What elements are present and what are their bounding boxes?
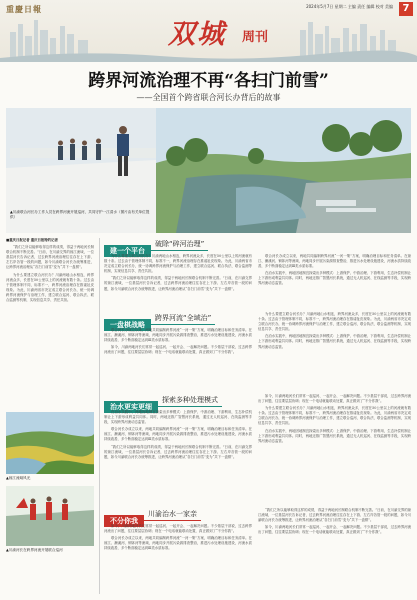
section-body-4b: [258, 508, 411, 594]
river-patrol-illustration: [6, 486, 94, 546]
section-body-1a: [104, 254, 252, 308]
section-paragraph-2: 联合河长办成立以来，两地共同编制跨界河流“一河一策”方案，明确治理目标和任务清单。在琼江、濑溪河、铜钵河等流域，两地同步开展污染源排查整治，推进污水处理设施建设，河流水质持续改善，多个断面稳定达到Ⅲ类水质标准。: [104, 328, 252, 343]
section-title-2: 跨界河流“全域治”: [151, 312, 215, 325]
section-body-3b: [258, 394, 411, 502]
masthead: [0, 0, 417, 62]
intro-column: [6, 238, 94, 406]
section-paragraph-3: 在治水实践中，两地因地制宜探索出多种模式：上游保护、中游治理、下游利用，生态补偿机制让上下游形成利益共同体。同时，两地还推广智慧河长系统，通过无人机巡河、在线监测等手段，实现跨界河流动态监管。: [104, 410, 252, 425]
photo-caption: ▲川渝联合河长办工作人员在跨界河流开展巡河，共同守护一江清水（图片由有关单位提供）: [10, 210, 150, 219]
section-heading-4: [104, 508, 201, 525]
section-heading-1: [104, 238, 208, 255]
section-tag-1: 建一个平台: [104, 245, 151, 257]
brand-title: 双城: [168, 19, 226, 50]
intro-paragraph-repeat: 为什么要建立联合河长办？川渝两地山水相连，跨界河流众多，长度在50公里以上的河流就有数十条。过去由于管理体制不同，标准不一，跨界河流治理存在推诿扯皮现象。为此，川渝两省市决定成立联合河长办，统一协调跨界河流保护与治理工作，建立联合巡河、联合执法、联合监测等机制，实现信息共享、责任共担。: [6, 272, 94, 303]
section-paragraph-3c: “我们之所以能够取得这样的成绩，得益于两地河长制联合机制不断完善。”日前，在川渝交界的琼江流域，一位基层河长告诉记者，过去跨界河流治理往往存在上下游、左右岸各管一段的问题，如今川渝联合河长办统筹推进，让跨界河流治理从“各扫门前雪”变为“共下一盘棋”。: [104, 444, 252, 459]
section-paragraph-3b: 联合河长办成立以来，两地共同编制跨界河流“一河一策”方案，明确治理目标和任务清单。在琼江、濑溪河、铜钵河等流域，两地同步开展污染源排查整治，推进污水处理设施建设，河流水质持续改善，多个断面稳定达到Ⅲ类水质标准。: [104, 427, 252, 442]
intro-paragraph: “我们之所以能够取得这样的成绩，得益于两地河长制联合机制不断完善。”日前，在川渝交界的琼江流域，一位基层河长告诉记者，过去跨界河流治理往往存在上下游、左右岸各管一段的问题，如今川渝联合河长办统筹推进，让跨界河流治理从“各扫门前雪”变为“共下一盘棋”。: [6, 245, 94, 270]
section-body-1b: [258, 254, 411, 308]
subheadline: ——全国首个跨省联合河长办背后的故事: [136, 93, 281, 102]
section-body-4a: [104, 524, 252, 594]
section-heading-3: [104, 394, 222, 411]
section-paragraph-2c: 为什么要建立联合河长办？川渝两地山水相连，跨界河流众多，长度在50公里以上的河流就有数十条。过去由于管理体制不同，标准不一，跨界河流治理存在推诿扯皮现象。为此，川渝两省市决定成立联合河长办，统一协调跨界河流保护与治理工作，建立联合巡河、联合执法、联合监测等机制，实现信息共享、责任共担。: [258, 312, 411, 332]
section-paragraph-1: 为什么要建立联合河长办？川渝两地山水相连，跨界河流众多，长度在50公里以上的河流就有数十条。过去由于管理体制不同，标准不一，跨界河流治理存在推诿扯皮现象。为此，川渝两省市决定成立联合河长办，统一协调跨界河流保护与治理工作，建立联合巡河、联合执法、联合监测等机制，实现信息共享、责任共担。: [104, 254, 252, 274]
section-heading-2: [104, 312, 215, 329]
byline: ■重庆日报记者 重庆日报特约记者: [6, 238, 58, 242]
section-paragraph-4b: 联合河长办成立以来，两地共同编制跨界河流“一河一策”方案，明确治理目标和任务清单。在琼江、濑溪河、铜钵河等流域，两地同步开展污染源排查整治，推进污水处理设施建设，河流水质持续改善，多个断面稳定达到Ⅲ类水质标准。: [104, 536, 252, 551]
section-paragraph-4c: “我们之所以能够取得这样的成绩，得益于两地河长制联合机制不断完善。”日前，在川渝交界的琼江流域，一位基层河长告诉记者，过去跨界河流治理往往存在上下游、左右岸各管一段的问题，如今川渝联合河长办统筹推进，让跨界河流治理从“各扫门前雪”变为“共下一盘棋”。: [258, 508, 411, 523]
left-caption-2: ▲川渝河长在跨界河流开展联合巡河: [6, 548, 63, 552]
section-paragraph-4d: 如今，川渝两地河长们常常一起巡河、一起开会、一起解决问题。不少基层干部说，过去跨界河流出了问题，往往要层层协调；现在一个电话就能联动处置，真正做到了“不分你我”。: [258, 525, 411, 535]
section-paragraph-1c: 联合河长办成立以来，两地共同编制跨界河流“一河一策”方案，明确治理目标和任务清单。在琼江、濑溪河、铜钵河等流域，两地同步开展污染源排查整治，推进污水处理设施建设，河流水质持续改善，多个断面稳定达到Ⅲ类水质标准。: [258, 254, 411, 269]
section-title-1: 破除“碎河治理”: [151, 238, 208, 251]
section-title-4: 川渝治水一家亲: [144, 508, 201, 521]
section-paragraph-1b: “我们之所以能够取得这样的成绩，得益于两地河长制联合机制不断完善。”日前，在川渝交界的琼江流域，一位基层河长告诉记者，过去跨界河流治理往往存在上下游、左右岸各管一段的问题，如今川渝联合河长办统筹推进，让跨界河流治理从“各扫门前雪”变为“共下一盘棋”。: [104, 276, 252, 291]
section-paragraph-1d: 在治水实践中，两地因地制宜探索出多种模式：上游保护、中游治理、下游利用，生态补偿机制让上下游形成利益共同体。同时，两地还推广智慧河长系统，通过无人机巡河、在线监测等手段，实现跨界河流动态监管。: [258, 271, 411, 286]
left-photo-bottom: [6, 486, 94, 546]
brand-subtitle: 周刊: [242, 30, 269, 45]
main-photo: [6, 108, 411, 233]
section-paragraph-4: 如今，川渝两地河长们常常一起巡河、一起开会、一起解决问题。不少基层干部说，过去跨界河流出了问题，往往要层层协调；现在一个电话就能联动处置，真正做到了“不分你我”。: [104, 524, 252, 534]
section-tag-3: 治水更实更细: [104, 401, 158, 413]
left-caption-1: ▲琼江流域风光: [6, 476, 31, 480]
section-tag-4: 不分你我: [104, 515, 144, 527]
date-line: 2024年5月7日 星期二 主编 责任 编辑 校对 美编: [306, 4, 393, 9]
field-landscape-illustration: [6, 412, 94, 474]
column-divider: [99, 238, 100, 594]
section-body-2a: [104, 328, 252, 388]
left-photo-top: [6, 412, 94, 474]
section-title-3: 探索多种处理模式: [158, 394, 222, 407]
section-body-2b: [258, 312, 411, 388]
headline: 跨界河流治理不再“各扫门前雪”: [88, 71, 329, 91]
page-number: 7: [399, 2, 413, 16]
section-paragraph-3f: 在治水实践中，两地因地制宜探索出多种模式：上游保护、中游治理、下游利用，生态补偿机制让上下游形成利益共同体。同时，两地还推广智慧河长系统，通过无人机巡河、在线监测等手段，实现跨界河流动态监管。: [258, 428, 411, 443]
section-paragraph-3e: 为什么要建立联合河长办？川渝两地山水相连，跨界河流众多，长度在50公里以上的河流就有数十条。过去由于管理体制不同，标准不一，跨界河流治理存在推诿扯皮现象。为此，川渝两省市决定成立联合河长办，统一协调跨界河流保护与治理工作，建立联合巡河、联合执法、联合监测等机制，实现信息共享、责任共担。: [258, 406, 411, 426]
section-body-3a: [104, 410, 252, 502]
paper-logo: 重慶日報: [6, 4, 42, 14]
section-tag-2: 一盘棋战略: [104, 319, 151, 331]
section-paragraph-3d: 如今，川渝两地河长们常常一起巡河、一起开会、一起解决问题。不少基层干部说，过去跨界河流出了问题，往往要层层协调；现在一个电话就能联动处置，真正做到了“不分你我”。: [258, 394, 411, 404]
section-paragraph-2b: 如今，川渝两地河长们常常一起巡河、一起开会、一起解决问题。不少基层干部说，过去跨界河流出了问题，往往要层层协调；现在一个电话就能联动处置，真正做到了“不分你我”。: [104, 345, 252, 355]
section-paragraph-2d: 在治水实践中，两地因地制宜探索出多种模式：上游保护、中游治理、下游利用，生态补偿机制让上下游形成利益共同体。同时，两地还推广智慧河长系统，通过无人机巡河、在线监测等手段，实现跨界河流动态监管。: [258, 334, 411, 349]
